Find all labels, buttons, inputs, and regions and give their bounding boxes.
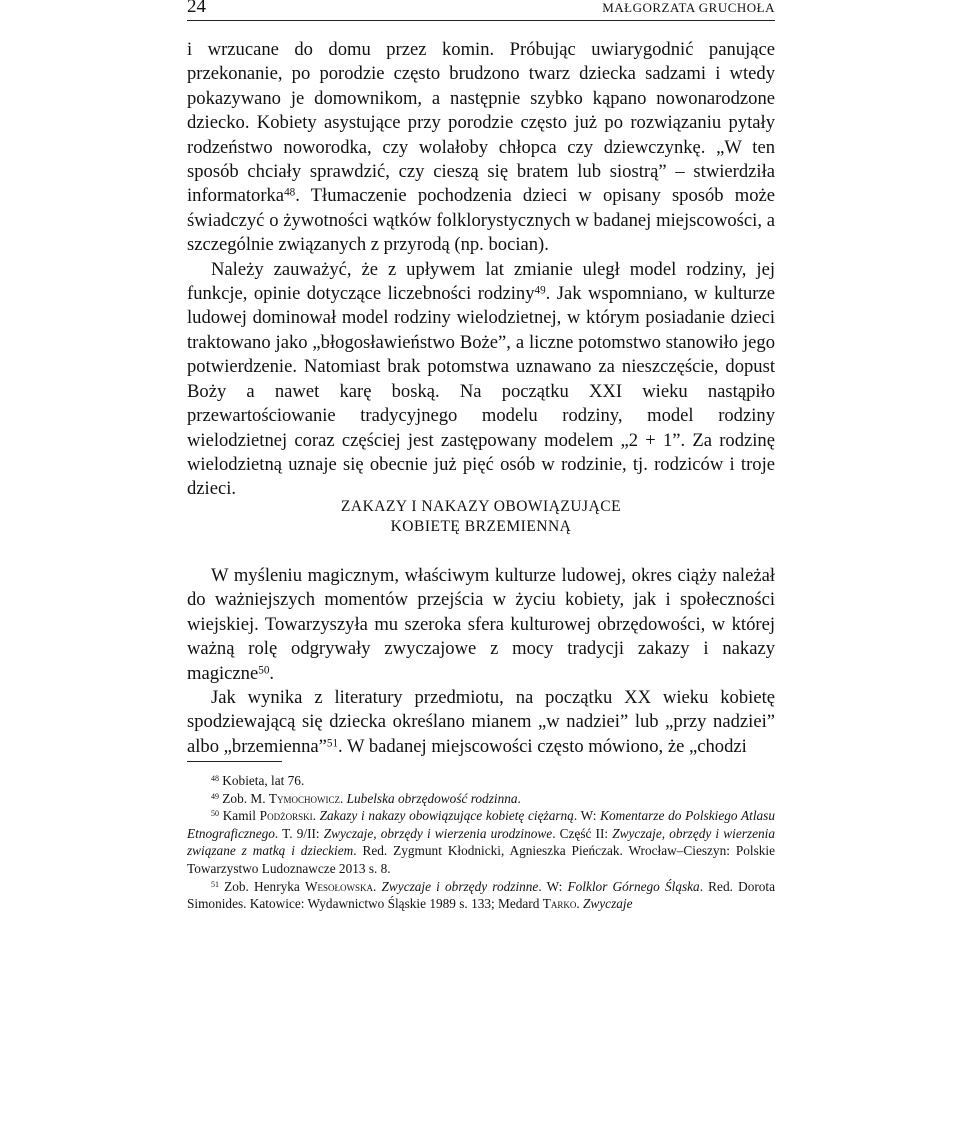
- footnote-text: . Red. Dorota Simonides. Katowice: Wydawnictwo Śląskie 1989 s. 133; Medard: [187, 878, 776, 912]
- footnote-text: . Red. Zygmunt Kłodnicki, Agnieszka Pieńczak. Wrocław–Cieszyn: Polskie Towarzystwo Ludoznawcze 2013 s. 8.: [187, 843, 775, 876]
- paragraph-text: Jak wynika z literatury przedmiotu, na początku XX wieku kobietę spodziewającą się dziecka określano mianem „w nadziei” lub „przy nadziei” albo „brzemienna”: [187, 687, 775, 757]
- footnote-number: 51: [211, 879, 219, 889]
- footnote-author: Tymochowicz: [268, 790, 340, 806]
- footnote-title: Zwyczaje i obrzędy rodzinne: [381, 878, 539, 894]
- footnote-title: Zakazy i nakazy obowiązujące kobietę ciężarną: [319, 808, 574, 824]
- section-heading: [187, 497, 775, 537]
- section-heading-line: KOBIETĘ BRZEMIENNĄ: [390, 518, 572, 535]
- footnote-text: Kamil: [222, 808, 260, 824]
- footnote-ref: 51: [326, 737, 339, 750]
- running-head: MAŁGORZATA GRUCHOŁA: [602, 0, 775, 15]
- footnote-text: . T. 9/II:: [274, 825, 324, 841]
- section-heading-line: ZAKAZY I NAKAZY OBOWIĄZUJĄCE: [340, 498, 622, 515]
- footnote-ref: 50: [258, 664, 270, 677]
- paragraph-text: . Tłumaczenie pochodzenia dzieci w opisany sposób może świadczyć o żywotności wątków folklorystycznych w badanej miejscowości, a szczególnie związanych z przyrodą (np. bocian).: [187, 185, 775, 256]
- footnote-number: 49: [211, 791, 219, 801]
- footnote-text: Kobieta, lat 76.: [222, 773, 305, 788]
- paragraph-text: W myśleniu magicznym, właściwym kulturze ludowej, okres ciąży należał do ważniejszych momentów przejścia w życiu kobiety, jak i społeczności wiejskiej. Towarzyszyła mu szeroka sfera kulturowej obrzędowości, w której ważną rolę odgrywały zwyczajowe z mocy tradycji zakazy i nakazy magiczne: [187, 565, 775, 684]
- footnote-49: $^{49}$ Zob. M. Tymochowicz. Lubelska obrzędowość rodzinna.: [211, 790, 521, 806]
- footnote-text: .: [517, 790, 521, 806]
- footnote-title: Zwyczaje, obrzędy i wierzenia urodzinowe: [323, 825, 553, 841]
- footnote-author: Wesołowska: [304, 878, 374, 894]
- paragraph-text: .: [269, 662, 275, 684]
- paragraph-text: . W badanej miejscowości często mówiono, że „chodzi: [338, 735, 747, 757]
- footnote-50: $^{50}$ Kamil Podżorski. Zakazy i nakazy obowiązujące kobietę ciężarną. W: Komentarze do Polskiego Atlasu Etnograficznego. T. 9/II: Zwyczaje, obrzędy i wierzenia urodzinowe. Część II: Zwyczaje, obrzędy i wierzenia związane z matką i dzieckiem. Red. Zygmunt Kłodnicki, Agnieszka Pieńczak. Wrocław–Cieszyn: Polskie Towarzystwo Ludoznawcze 2013 s. 8.: [187, 808, 776, 876]
- footnote-title: Zwyczaje: [583, 896, 633, 912]
- footnote-author: Tarko: [542, 896, 577, 912]
- footnotes: [187, 772, 775, 913]
- footnote-title: Lubelska obrzędowość rodzinna: [346, 790, 518, 806]
- body-text: [187, 38, 775, 502]
- body-text-section: [187, 564, 775, 759]
- footnote-ref: 49: [534, 284, 546, 297]
- page-header: [187, 0, 775, 21]
- footnote-title: Komentarze do Polskiego Atlasu Etnograficznego: [187, 808, 776, 841]
- paragraph-text: . Jak wspomniano, w kulturze ludowej dominował model rodziny wielodzietnej, w którym posiadanie dzieci traktowano jako „błogosławieństwo Boże”, a liczne potomstwo stanowiło jego potwierdzenie. Natomiast brak potomstwa uznawano za nieszczęście, dopust Boży a nawet karę boską. Na początku XXI wieku nastąpiło przewartościowanie tradycyjnego modelu rodziny, model rodziny wielodzietnej coraz częściej jest zastępowany modelem „2 + 1”. Za rodzinę wielodzietną uznaje się obecnie już pięć osób w rodzinie, tj. rodziców i troje dzieci.: [187, 283, 775, 500]
- footnote-text: .: [576, 896, 583, 912]
- footnote-48: [187, 772, 775, 790]
- paragraph-3: [187, 564, 775, 686]
- footnote-title: Zwyczaje, obrzędy i wierzenia związane z matką i dzieckiem: [187, 825, 775, 859]
- paragraph-4: [187, 686, 775, 759]
- footnote-rule: [187, 761, 282, 762]
- footnote-number: 48: [211, 774, 219, 784]
- paragraph-text: i wrzucane do domu przez komin. Próbując uwiarygodnić panujące przekonanie, po porodzie często brudzono twarz dziecka sadzami i wtedy pokazywano je domownikom, a następnie szybko kąpano nowonarodzone dziecko. Kobiety asystujące przy porodzie często już po rozwiązaniu pytały rodzeństwo noworodka, czy wolałoby chłopca czy dziewczynkę. „W ten sposób chciały sprawdzić, czy cieszą się bratem lub siostrą” – stwierdziła informatorka: [187, 39, 775, 207]
- paragraph-text: Należy zauważyć, że z upływem lat zmianie uległ model rodziny, jej funkcje, opinie dotyczące liczebności rodziny: [187, 258, 775, 305]
- footnote-text: . W:: [573, 808, 601, 824]
- footnote-author: Podżorski: [259, 808, 313, 824]
- footnote-text: . W:: [538, 878, 568, 894]
- footnote-text: Zob. Henryka: [224, 878, 305, 894]
- page-number: 24: [187, 0, 206, 17]
- footnote-number: 50: [211, 809, 219, 819]
- paragraph-2: [187, 258, 775, 502]
- footnote-text: Zob. M.: [222, 790, 269, 806]
- footnote-text: . Część II:: [552, 825, 613, 841]
- footnote-ref: 48: [284, 186, 296, 199]
- footnote-title: Folklor Górnego Śląska: [567, 878, 700, 894]
- paragraph-1: [187, 38, 775, 258]
- footnote-51: $^{51}$ Zob. Henryka Wesołowska. Zwyczaje i obrzędy rodzinne. W: Folklor Górnego Śląska. Red. Dorota Simonides. Katowice: Wydawnictwo Śląskie 1989 s. 133; Medard Tarko. Zwyczaje: [187, 878, 776, 912]
